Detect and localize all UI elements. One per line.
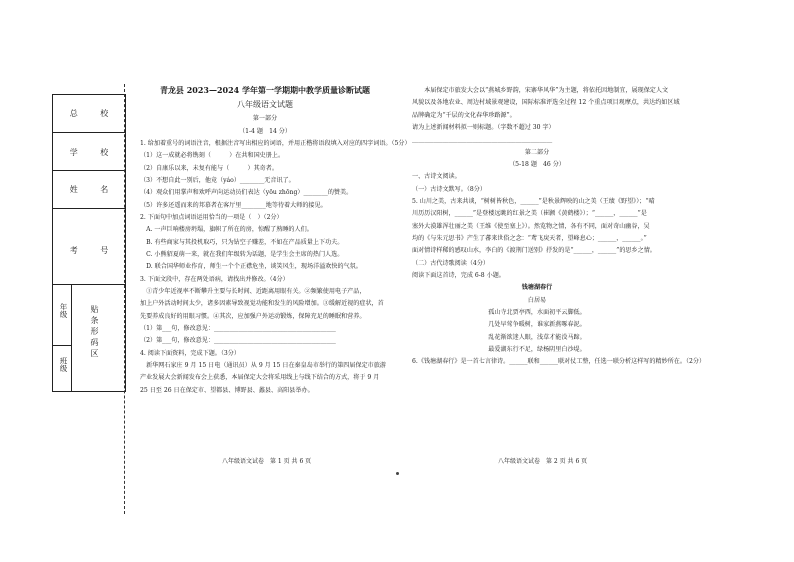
question-line: 3. 下面文段中，存在两处语病，请找出并修改。（4分）	[140, 275, 289, 283]
answer-line: （2）第___句，修改意见：________________________________________	[140, 337, 336, 345]
option-line: D. 联合国华师业作育，师生一个个正襟危坐，谈笑风生，现场洋溢欢快的气氛。	[140, 263, 362, 271]
part2-heading: 第二部分	[524, 148, 550, 156]
grade-class-box	[53, 285, 72, 391]
sidebar-row-school	[53, 95, 125, 133]
question-line: （4）观众们用掌声和欢呼声向运动员们表达（yōu zhōng）________的赞美。	[140, 189, 353, 197]
right-page-footer: 八年级语文试卷 第 2 页 共 6 页	[498, 458, 588, 465]
question-line: 请为上述新闻材料拟一则标题。（字数不超过 30 字）	[412, 123, 555, 131]
passage-line: 加上户外活动时间太少，诸多因素导致视觉功能和发生的风险增加。③缓解近视的症状，首	[140, 300, 384, 308]
question-line: 6.《钱塘湖春行》是一首七言律诗。______联和______联对仗工整，任选一联分析这样写的精妙所在。（2分）	[412, 358, 706, 366]
grade-label: 年级	[59, 303, 68, 318]
poem-line: 乱花渐欲迷人眼，浅草才能没马蹄。	[488, 333, 586, 341]
name-label: 姓 名	[69, 185, 119, 194]
passage-line: 产业发展大会新闻发布会上获悉，本届保定大会将采用线上与线下结合的方式，将于 9 月	[140, 374, 380, 382]
question-line: （1）这一成就必将镌刻（ ）在共和国史册上。	[140, 152, 285, 160]
question-line: （3）不想自此一别后，他竟（yáo）________无音讯了。	[140, 177, 295, 185]
part1-range: （1-4 题 14 分）	[239, 127, 291, 135]
grade-cell	[53, 285, 71, 346]
class-label: 班级	[59, 357, 68, 372]
passage-line: 先要养成良好的用眼习惯。④其次，应加强户外运动锻炼，保障充足的睡眠和营养。	[140, 312, 366, 320]
student-info-sidebar	[52, 94, 126, 392]
poem-title: 钱塘湖春行	[521, 284, 553, 292]
center-mark	[396, 472, 399, 475]
campus-label: 学 校	[69, 148, 119, 157]
binding-cut-line	[124, 84, 125, 514]
passage-line: 本届保定市旅发大会以“燕城乡野韵，宋寨华风华”为主题，将依托因地制宜，展现保定人文	[412, 87, 669, 94]
question-line: 阅读下面这首诗，完成 6-8 小题。	[412, 271, 505, 279]
exam-no-label: 考 号	[69, 246, 119, 255]
option-line: C. 小熊貂夏萌一来，就在我们年级转为话题，是学生会主席的热门人选。	[140, 250, 344, 258]
right-page	[412, 86, 706, 370]
barcode-area-label: 贴条形码区	[90, 305, 99, 360]
poem-author: 白居易	[527, 296, 547, 304]
school-label: 总 校	[69, 109, 119, 118]
section-heading: 一、古诗文阅读。	[412, 173, 461, 181]
passage-line: 新华网石家庄 9 月 15 日电（通讯员）从 9 月 15 日在秦皇岛市举行的第四届保定市旅游	[140, 361, 386, 369]
passage-line: 品牌确定为“千层的文化春华珍路源”。	[412, 111, 516, 119]
exam-title: 青龙县 2023—2024 学年第一学期期中教学质量诊断试题	[159, 85, 371, 95]
passage-line: ①青少年近视率不断攀升主要与长时间、近距离用眼有关。②频繁使用电子产品，	[140, 287, 366, 295]
poem-line: 最爱湖东行不足，绿杨阴里白沙堤。	[488, 345, 586, 353]
answer-line: （1）第___句，修改意见：________________________________________	[140, 324, 336, 332]
left-page-footer: 八年级语文试卷 第 1 页 共 6 页	[222, 458, 312, 465]
question-line: （5）许多还遥而来的邦慕者在客厅里________地等待着大师的接见。	[140, 201, 327, 209]
subsection-heading: （一）古诗文默写。（8分）	[412, 185, 486, 193]
question-line: 面对情诗样稀的感叹山水，李白的《渡荆门送别》抒发的是“______，______”的思乡之情。	[412, 247, 656, 255]
answer-line: ______________________________________________	[412, 136, 553, 144]
question-line: 均的《与朱元思书》产生了蕃来世俗之念：“鸢飞戾天者，望峰息心；______，______。”	[412, 234, 647, 242]
part2-range: （5-18 题 46 分）	[509, 160, 565, 168]
question-line: 塞外大漠雄浑壮丽之美（王维《使至塞上》）。然览物之情，各有不同，面对奇山幽谷，吴	[412, 222, 650, 230]
passage-line: 25 日至 26 日在保定市、望都县、博野县、蠡县、高阳县举办。	[140, 386, 314, 394]
part1-heading: 第一部分	[252, 115, 278, 123]
sidebar-row-campus	[53, 133, 125, 171]
poem-line: 孤山寺北贾亭西，水面初平云脚低。	[488, 308, 586, 316]
question-line: 5. 山川之美，古来共谈，“树树皆秋色，______”是秋景辉映的山之美（王绩《野望》）；“晴	[412, 197, 655, 205]
poem-line: 几处早莺争暖树，谁家新燕啄春泥。	[488, 321, 586, 329]
subsection-heading: （二）古代诗歌阅读（4分）	[412, 259, 490, 267]
sidebar-bottom	[53, 285, 125, 391]
option-line: B. 有些商家与其投机取巧，只为钻空子赚差，不如在产品质量上下功夫。	[140, 238, 344, 246]
left-page	[140, 84, 411, 398]
option-line: A. 一声巨响楼房坍塌，旗帜了所在的房，惊醒了熟睡的人们。	[140, 226, 313, 234]
question-line: 川历历汉阳树，______”是登楼远眺的红景之美（崔颢《黄鹤楼》）；“______，______”是	[412, 210, 647, 218]
question-line: 1. 给加着重号的词语注音，根据注音写出相应的词语，并用正楷将语段填入对应的四字词语。（5分）	[140, 140, 411, 148]
question-line: 4. 阅读下面资料，完成下题。（3分）	[140, 349, 240, 357]
question-line: 2. 下面句中加点词语运用恰当的一项是（ ）（2分）	[140, 214, 283, 221]
sidebar-row-name	[53, 171, 125, 209]
exam-subtitle: 八年级语文试题	[237, 100, 293, 110]
sidebar-row-exam-no	[53, 209, 125, 285]
question-line: （2）自康乐以来，未复有能与（ ）其奇者。	[140, 164, 278, 172]
passage-line: 风貌以及各地农业、周边村域景观建设，国际标准评选全过程 12 个重点项目观摩点，共达约如区域	[412, 99, 680, 107]
